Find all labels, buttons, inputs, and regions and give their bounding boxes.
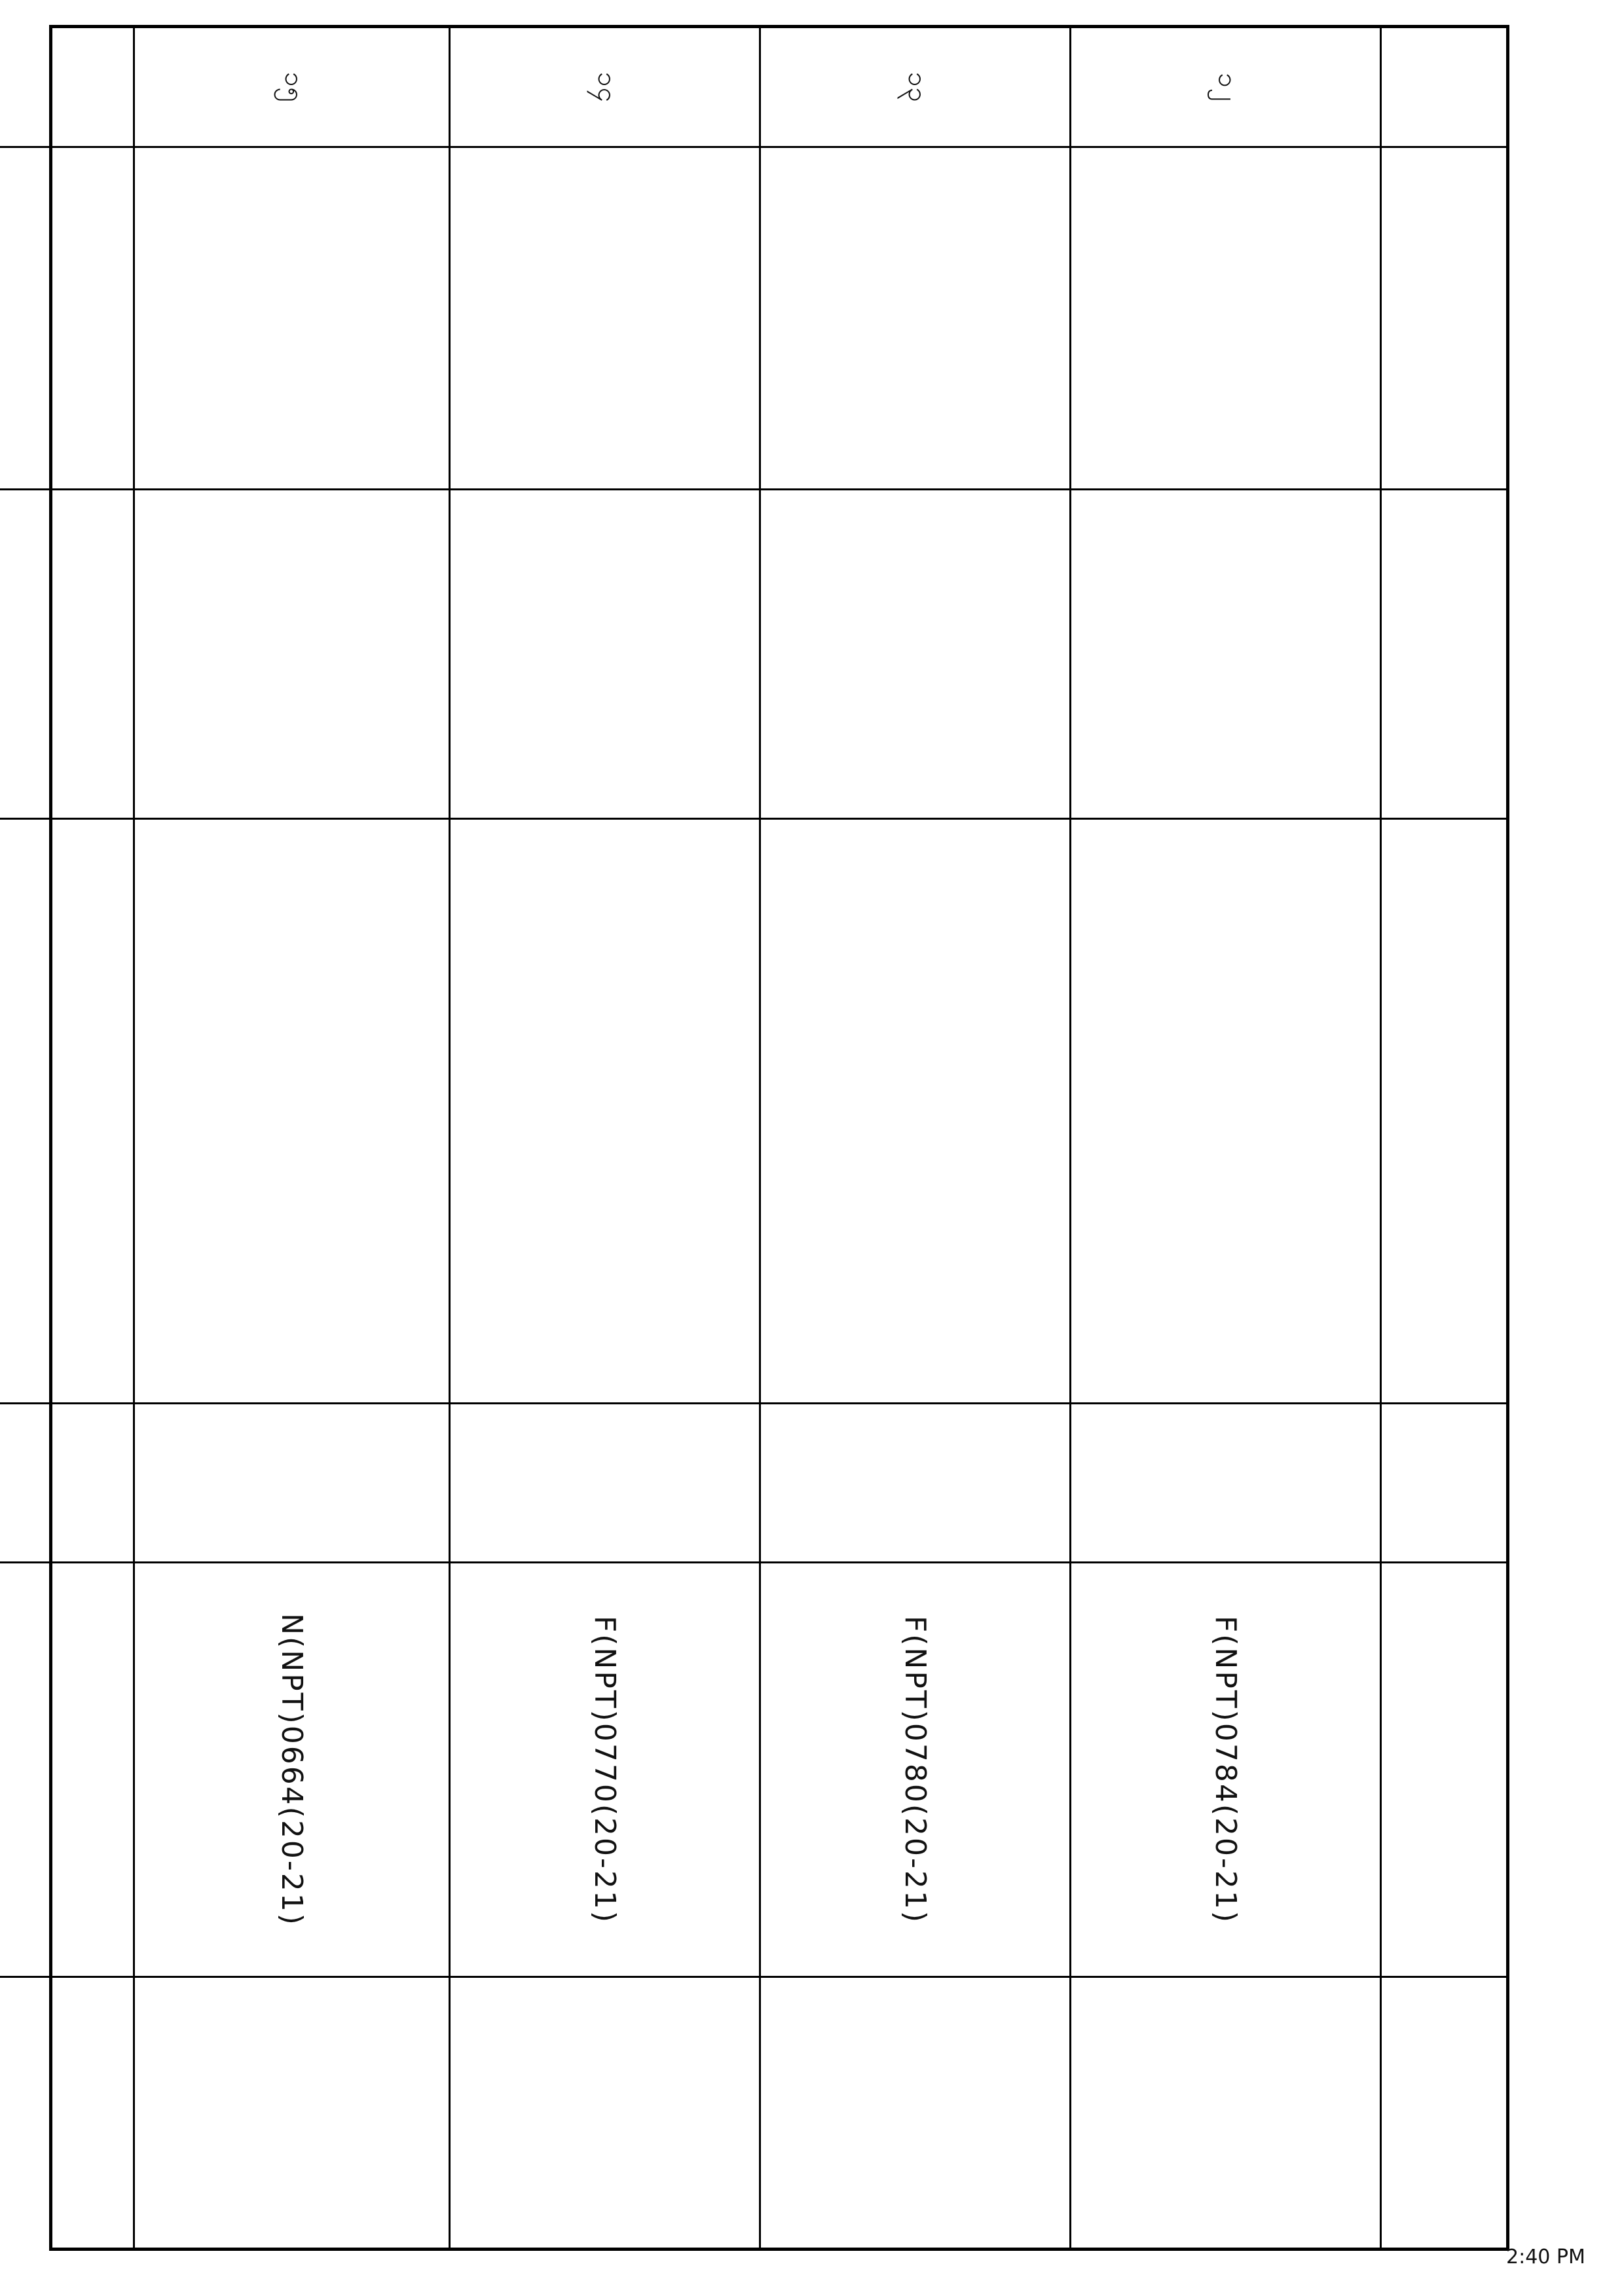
cell-township xyxy=(1071,1404,1380,1563)
table-row xyxy=(0,28,133,2248)
cell-registration-no-text: F(NPT)0780(20-21) xyxy=(898,1615,932,1924)
cell-name xyxy=(761,148,1069,490)
cell-rank xyxy=(1071,490,1380,820)
register-table xyxy=(49,25,1509,2251)
header-cell-remark xyxy=(1382,1978,1506,2248)
cell-remark xyxy=(1071,1978,1380,2248)
cell-address xyxy=(1071,820,1380,1404)
cell-remark xyxy=(0,1978,133,2248)
cell-name xyxy=(451,148,759,490)
header-cell-rank xyxy=(1382,490,1506,820)
cell-no-text: ၁၄ xyxy=(591,71,622,103)
header-cell-township xyxy=(1382,1404,1506,1563)
cell-registration-no xyxy=(1071,1563,1380,1978)
cell-registration-no xyxy=(451,1563,759,1978)
cell-name xyxy=(0,148,133,490)
header-cell-no xyxy=(1382,28,1506,148)
cell-no xyxy=(451,28,759,148)
cell-township xyxy=(135,1404,449,1563)
cell-remark xyxy=(451,1978,759,2248)
cell-remark xyxy=(761,1978,1069,2248)
cell-address xyxy=(135,820,449,1404)
cell-no xyxy=(1071,28,1380,148)
cell-rank xyxy=(761,490,1069,820)
cell-no-text: ၁၃ xyxy=(902,71,932,103)
cell-township xyxy=(0,1404,133,1563)
cell-address xyxy=(761,820,1069,1404)
cell-registration-no-text: F(NPT)0784(20-21) xyxy=(1208,1615,1242,1924)
cell-name xyxy=(1071,148,1380,490)
cell-rank xyxy=(0,490,133,820)
header-cell-address xyxy=(1382,820,1506,1404)
cell-no xyxy=(0,28,133,148)
cell-no-text: ၁၅ xyxy=(278,71,309,103)
cell-no-text: ၁၂ xyxy=(1212,72,1243,102)
cell-address xyxy=(451,820,759,1404)
cell-rank xyxy=(135,490,449,820)
cell-registration-no xyxy=(135,1563,449,1978)
cell-registration-no-text: F(NPT)0770(20-21) xyxy=(587,1615,621,1924)
table-row xyxy=(133,28,449,2248)
document-title-strip xyxy=(1540,43,1586,2190)
cell-township xyxy=(761,1404,1069,1563)
table-row xyxy=(759,28,1069,2248)
cell-township xyxy=(451,1404,759,1563)
cell-no xyxy=(135,28,449,148)
cell-registration-no xyxy=(0,1563,133,1978)
cell-registration-no-text: N(NPT)0664(20-21) xyxy=(274,1613,308,1927)
cell-no xyxy=(761,28,1069,148)
cell-rank xyxy=(451,490,759,820)
header-cell-name xyxy=(1382,148,1506,490)
cell-name xyxy=(135,148,449,490)
cell-remark xyxy=(135,1978,449,2248)
table-header-row xyxy=(1380,28,1506,2248)
print-time: 2:40 PM xyxy=(1506,2246,1585,2269)
table-row xyxy=(449,28,759,2248)
cell-registration-no xyxy=(761,1563,1069,1978)
header-cell-registration xyxy=(1382,1563,1506,1978)
table-row xyxy=(1069,28,1380,2248)
cell-address xyxy=(0,820,133,1404)
